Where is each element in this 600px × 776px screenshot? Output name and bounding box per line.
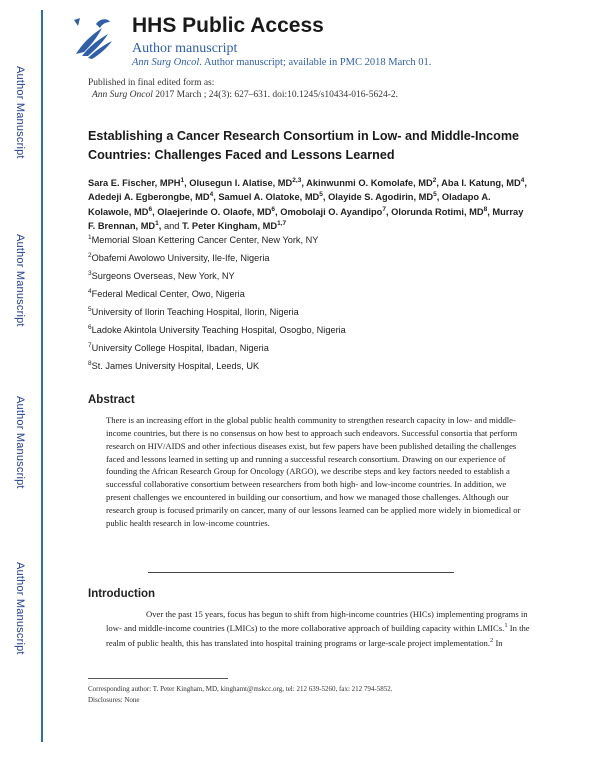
side-rule xyxy=(41,10,43,742)
author: Omobolaji O. Ayandipo$^7$ xyxy=(280,205,386,217)
author: Sara E. Fischer, MPH$^1$ xyxy=(88,176,185,188)
author: Oladapo A. Kolawole, $MD^6$ xyxy=(88,192,491,217)
header-availability xyxy=(132,57,431,68)
author: Adedeji A. Egberongbe, $MD^4$ xyxy=(88,191,214,203)
published-citation-text: 2017 March ; 24(3): 627–631. doi:10.1245/s10434-016-5624-2. xyxy=(152,90,399,100)
header-subtitle: Author manuscript xyxy=(132,41,238,56)
footnote-rule xyxy=(88,678,228,679)
affiliation: $^5$University of Ilorin Teaching Hospital, Ilorin, Nigeria xyxy=(88,305,299,317)
introduction-heading: Introduction xyxy=(88,588,156,600)
published-journal: Ann Surg Oncol xyxy=(92,90,153,100)
header-availability-text: . Author manuscript; available in PMC 2018 March 01. xyxy=(199,57,432,68)
affiliation: $^4$Federal Medical Center, Owo, Nigeria xyxy=(88,287,245,299)
affiliation: $^6$Ladoke Akintola University Teaching Hospital, Osogbo, Nigeria xyxy=(88,323,346,335)
authors-list: Sara E. Fischer, MPH$^1$, Olusegun I. Alatise, MD$^{2,3}$, Akinwunmi O. Komolafe, $MD^2$, Aba I. Katung, $MD^4$, Adedeji A. Egberongbe, $MD^4$, Samuel A. Olatoke, $MD^5$, Olayide S. Agodirin, $MD^5$, Oladapo A. Kolawole, $MD^6$, Olaejerinde O. Olaofe, $MD^6$, Omobolaji O. Ayandipo$^7$, Olorunda Rotimi, $MD^8$, Murray F. Brennan, $MD^1$, and T. Peter Kingham, MD$^{1,7}$ xyxy=(88,176,527,231)
introduction-text: Over the past 15 years, focus has begun to shift from high-income countries (HICs) implementing programs in low- and middle-income countries (LMICs) to the more collaborative approach of building capacity within LMICs.$^1$ In the realm of public health, this has translated into hospital training programs or large-scale project implementation.$^2$ In xyxy=(106,609,530,648)
citation-ref[interactable]: 2 xyxy=(490,636,494,644)
affiliation: $^2$Obafemi Awolowo University, Ile-Ife, Nigeria xyxy=(88,251,270,263)
author: Olusegun I. Alatise, MD$^{2,3}$ xyxy=(189,176,302,188)
authors-and: and xyxy=(163,220,180,231)
side-label-author-manuscript: Author Manuscript xyxy=(14,562,26,655)
citation-ref[interactable]: 1 xyxy=(504,622,508,630)
published-label: Published in final edited form as: xyxy=(88,78,215,88)
article-title: Establishing a Cancer Research Consortium in Low- and Middle-Income Countries: Challenges Faced and Lessons Learned xyxy=(88,129,520,162)
side-label-author-manuscript: Author Manuscript xyxy=(14,234,26,327)
abstract-text: There is an increasing effort in the global public health community to strengthen research capacity in low- and middle-income countries, but there is no consensus on how best to approach such endeavors. Successful consortia that perform research on HIV/AIDS and other infectious diseases exist, but few papers have been published detailing the challenges faced and lessons learned in setting up and running a successful research consortium. Drawing on our experience of founding the African Research Group for Oncology (ARGO), we describe steps and key factors needed to establish a successful collaborative consortium between researchers from both high- and low-income countries. In addition, we present challenges we encountered in building our consortium, and how we managed those challenges. Although our research group is focused primarily on cancer, many of our lessons learned can be applied more widely in biomedical or public health research in low-income countries. xyxy=(106,415,521,528)
author: T. Peter Kingham, MD$^{1,7}$ xyxy=(182,219,287,231)
author: Murray F. Brennan, $MD^1$ xyxy=(88,206,524,231)
author: Akinwunmi O. Komolafe, $MD^2$ xyxy=(306,176,437,188)
affiliation: $^8$St. James University Hospital, Leeds, UK xyxy=(88,359,260,371)
section-divider xyxy=(148,572,454,573)
header-journal: Ann Surg Oncol xyxy=(132,57,200,68)
side-label-author-manuscript: Author Manuscript xyxy=(14,396,26,489)
author: Aba I. Katung, $MD^4$ xyxy=(441,176,525,188)
abstract-heading: Abstract xyxy=(88,394,135,406)
affiliation: $^1$Memorial Sloan Kettering Cancer Center, New York, NY xyxy=(88,233,319,245)
side-label-author-manuscript: Author Manuscript xyxy=(14,66,26,159)
author: Olayide S. Agodirin, $MD^5$ xyxy=(328,191,437,203)
affiliation: $^3$Surgeons Overseas, New York, NY xyxy=(88,269,235,281)
header-title: HHS Public Access xyxy=(132,14,324,37)
corresponding-author: Corresponding author: T. Peter Kingham, MD, kinghamt@mskcc.org, tel: 212 639-5260, fax: 212 794-5852. xyxy=(88,685,393,693)
published-block xyxy=(88,77,398,101)
disclosures: Disclosures: None xyxy=(88,696,140,704)
author: Samuel A. Olatoke, $MD^5$ xyxy=(218,191,323,203)
author: Olaejerinde O. Olaofe, $MD^6$ xyxy=(157,205,276,217)
hhs-eagle-logo-icon xyxy=(72,14,116,62)
affiliation: $^7$University College Hospital, Ibadan, Nigeria xyxy=(88,341,269,353)
author: Olorunda Rotimi, $MD^8$ xyxy=(391,205,488,217)
published-citation xyxy=(88,89,398,101)
